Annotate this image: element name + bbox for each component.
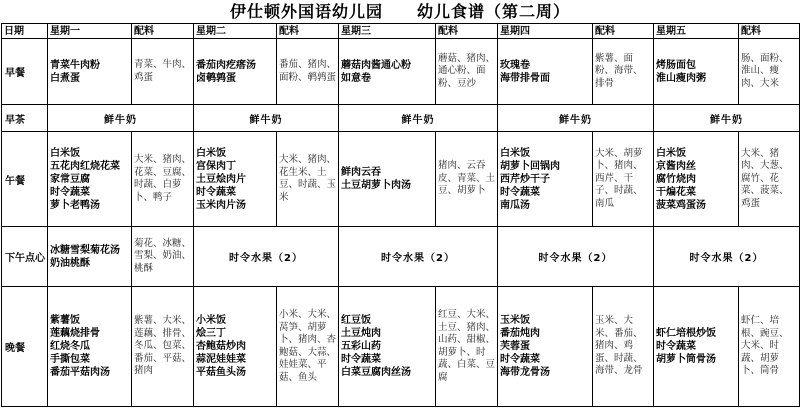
header-day-thu: 星期四 <box>498 24 593 39</box>
dish-name: 玉米肉片汤 <box>196 199 246 211</box>
ingredients-cell: 紫薯、面粉、海带、排骨 <box>593 39 654 105</box>
dish-name: 干煸花菜 <box>656 186 696 198</box>
morning-tea-row <box>2 105 800 132</box>
dish-name: 时令蔬菜 <box>50 186 90 198</box>
header-ing-tue: 配料 <box>277 24 339 39</box>
breakfast-row <box>2 39 800 105</box>
morning-tea-cell: 鲜牛奶 <box>339 105 498 132</box>
ingredients-cell: 玉米、大米、番茄、猪肉、鸡蛋、时蔬、海带、龙骨 <box>593 287 654 407</box>
ingredients-cell: 大米、猪肉、大葱、腐竹、花菜、菠菜、鸡蛋 <box>739 132 800 227</box>
ingredients-cell: 蘑菇、猪肉、通心粉、面粉、豆沙 <box>436 39 498 105</box>
snack-cell: 时令水果（2） <box>654 227 800 287</box>
menu-cell <box>48 132 132 227</box>
dish-name: 时令蔬菜 <box>341 354 381 365</box>
dish-name: 白米饭 <box>500 147 530 159</box>
ingredients-cell: 菊花、冰糖、雪梨、奶油、桃酥 <box>132 227 194 287</box>
menu-cell <box>498 39 593 105</box>
dish-name: 菠菜鸡蛋汤 <box>656 199 706 211</box>
morning-tea-cell: 鲜牛奶 <box>498 105 654 132</box>
dish-name: 家常豆腐 <box>50 173 90 185</box>
menu-cell <box>48 227 132 287</box>
page-title <box>0 0 800 23</box>
dish-name: 紫薯饭 <box>50 315 80 326</box>
snack-cell: 时令水果（2） <box>339 227 498 287</box>
menu-cell <box>194 132 277 227</box>
lunch-row <box>2 132 800 227</box>
menu-cell <box>339 39 436 105</box>
dish-name: 奶油桃酥 <box>50 257 90 269</box>
dinner-row <box>2 287 800 407</box>
header-ing-mon: 配料 <box>132 24 194 39</box>
dish-name: 烩三丁 <box>196 328 226 339</box>
snack-row <box>2 227 800 287</box>
dish-name: 玫瑰卷 <box>500 59 530 71</box>
menu-cell <box>498 287 593 407</box>
dish-name: 南瓜汤 <box>500 199 530 211</box>
dish-name: 萝卜老鸭汤 <box>50 199 100 211</box>
dish-name: 白煮蛋 <box>50 72 80 84</box>
dish-name: 土豆胡萝卜肉汤 <box>341 180 411 191</box>
row-label-morning-tea: 早茶 <box>2 105 48 132</box>
ingredients-cell: 青菜、牛肉、鸡蛋 <box>132 39 194 105</box>
dish-name: 莲藕烧排骨 <box>50 328 100 339</box>
dish-name: 番茄平菇肉汤 <box>50 367 110 378</box>
ingredients-cell: 猪肉、云吞皮、青菜、土豆、胡萝卜 <box>436 132 498 227</box>
dish-name: 蒜泥娃娃菜 <box>196 354 246 365</box>
row-label-snack: 下午点心 <box>2 227 48 287</box>
header-ing-thu: 配料 <box>593 24 654 39</box>
header-day-mon: 星期一 <box>48 24 132 39</box>
dish-name: 时令蔬菜 <box>656 341 696 352</box>
dish-name: 腐竹烧肉 <box>656 173 696 185</box>
row-label-lunch: 午餐 <box>2 132 48 227</box>
ingredients-cell: 肠、面粉、淮山、瘦肉、大米 <box>739 39 800 105</box>
ingredients-cell: 大米、猪肉、花生米、土豆、时蔬、玉米 <box>277 132 339 227</box>
dish-name: 宫保肉丁 <box>196 160 236 172</box>
menu-cell <box>654 132 739 227</box>
dish-name: 冰糖雪梨菊花汤 <box>50 244 120 256</box>
dish-name: 白米饭 <box>50 147 80 159</box>
ingredients-cell: 紫薯、大米、莲藕、排骨、冬瓜、包菜、番茄、平菇、猪肉 <box>132 287 194 407</box>
dish-name: 红烧冬瓜 <box>50 341 90 352</box>
row-label-breakfast: 早餐 <box>2 39 48 105</box>
menu-cell <box>48 39 132 105</box>
header-row <box>2 24 800 39</box>
menu-subtitle: 幼儿食谱（第二周） <box>417 2 571 21</box>
ingredients-cell: 大米、猪肉、花菜、豆腐、时蔬、白萝卜、鸭子 <box>132 132 194 227</box>
morning-tea-cell: 鲜牛奶 <box>48 105 194 132</box>
header-day-tue: 星期二 <box>194 24 277 39</box>
dish-name: 番茄炖肉 <box>500 328 540 339</box>
ingredients-cell: 红豆、大米、土豆、猪肉、山药、甜椒、胡萝卜、时蔬、白菜、豆腐 <box>436 287 498 407</box>
menu-cell <box>654 39 739 105</box>
dish-name: 时令蔬菜 <box>500 186 540 198</box>
ingredients-cell: 虾仁、培根、豌豆、大米、时蔬、胡萝卜、筒骨 <box>739 287 800 407</box>
dish-name: 胡萝卜筒骨汤 <box>656 354 716 365</box>
ingredients-cell: 大米、胡萝卜、猪肉、西芹、干子、时蔬、南瓜 <box>593 132 654 227</box>
header-day-wed: 星期三 <box>339 24 436 39</box>
dish-name: 白米饭 <box>656 147 686 159</box>
dish-name: 海带排骨面 <box>500 72 550 84</box>
dish-name: 五彩山药 <box>341 341 381 352</box>
dish-name: 青菜牛肉粉 <box>50 59 100 71</box>
dish-name: 时令蔬菜 <box>196 186 236 198</box>
dish-name: 虾仁培根炒饭 <box>656 328 716 339</box>
dish-name: 胡萝卜回锅肉 <box>500 160 560 172</box>
school-name: 伊仕顿外国语幼儿园 <box>229 2 383 21</box>
dish-name: 五花肉红烧花菜 <box>50 160 120 172</box>
dish-name: 手撕包菜 <box>50 354 90 365</box>
snack-cell: 时令水果（2） <box>498 227 654 287</box>
menu-cell <box>339 132 436 227</box>
ingredients-cell: 番茄、猪肉、面粉、鹌鹑蛋 <box>277 39 339 105</box>
header-ing-fri: 配料 <box>739 24 800 39</box>
dish-name: 白米饭 <box>196 147 226 159</box>
dish-name: 时令蔬菜 <box>500 354 540 365</box>
menu-cell <box>194 39 277 105</box>
snack-cell: 时令水果（2） <box>194 227 339 287</box>
ingredients-cell: 小米、大米、莴笋、胡萝卜、猪肉、杏鲍菇、大蒜、娃娃菜、平菇、鱼头 <box>277 287 339 407</box>
menu-cell <box>48 287 132 407</box>
dish-name: 土豆烩肉片 <box>196 173 246 185</box>
header-ing-wed: 配料 <box>436 24 498 39</box>
dish-name: 西芹炒干子 <box>500 173 550 185</box>
morning-tea-cell: 鲜牛奶 <box>654 105 800 132</box>
dish-name: 蘑菇肉酱通心粉 <box>341 59 411 71</box>
dish-name: 土豆炖肉 <box>341 328 381 339</box>
menu-cell <box>194 287 277 407</box>
dish-name: 如意卷 <box>341 72 371 84</box>
dish-name: 鲜肉云吞 <box>341 167 381 178</box>
dish-name: 海带龙骨汤 <box>500 367 550 378</box>
dish-name: 烤肠面包 <box>656 59 696 71</box>
weekly-menu-table <box>1 23 800 407</box>
header-date: 日期 <box>2 24 48 39</box>
dish-name: 白菜豆腐肉丝汤 <box>341 367 411 378</box>
menu-cell <box>654 287 739 407</box>
dish-name: 杏鲍菇炒肉 <box>196 341 246 352</box>
dish-name: 玉米饭 <box>500 315 530 326</box>
morning-tea-cell: 鲜牛奶 <box>194 105 339 132</box>
menu-cell <box>339 287 436 407</box>
dish-name: 番茄肉疙瘩汤 <box>196 59 256 71</box>
menu-cell <box>498 132 593 227</box>
dish-name: 平菇鱼头汤 <box>196 367 246 378</box>
dish-name: 淮山瘦肉粥 <box>656 72 706 84</box>
header-day-fri: 星期五 <box>654 24 739 39</box>
dish-name: 小米饭 <box>196 315 226 326</box>
row-label-dinner: 晚餐 <box>2 287 48 407</box>
dish-name: 京酱肉丝 <box>656 160 696 172</box>
dish-name: 卤鹌鹑蛋 <box>196 72 236 84</box>
dish-name: 红豆饭 <box>341 315 371 326</box>
dish-name: 芙蓉蛋 <box>500 341 530 352</box>
